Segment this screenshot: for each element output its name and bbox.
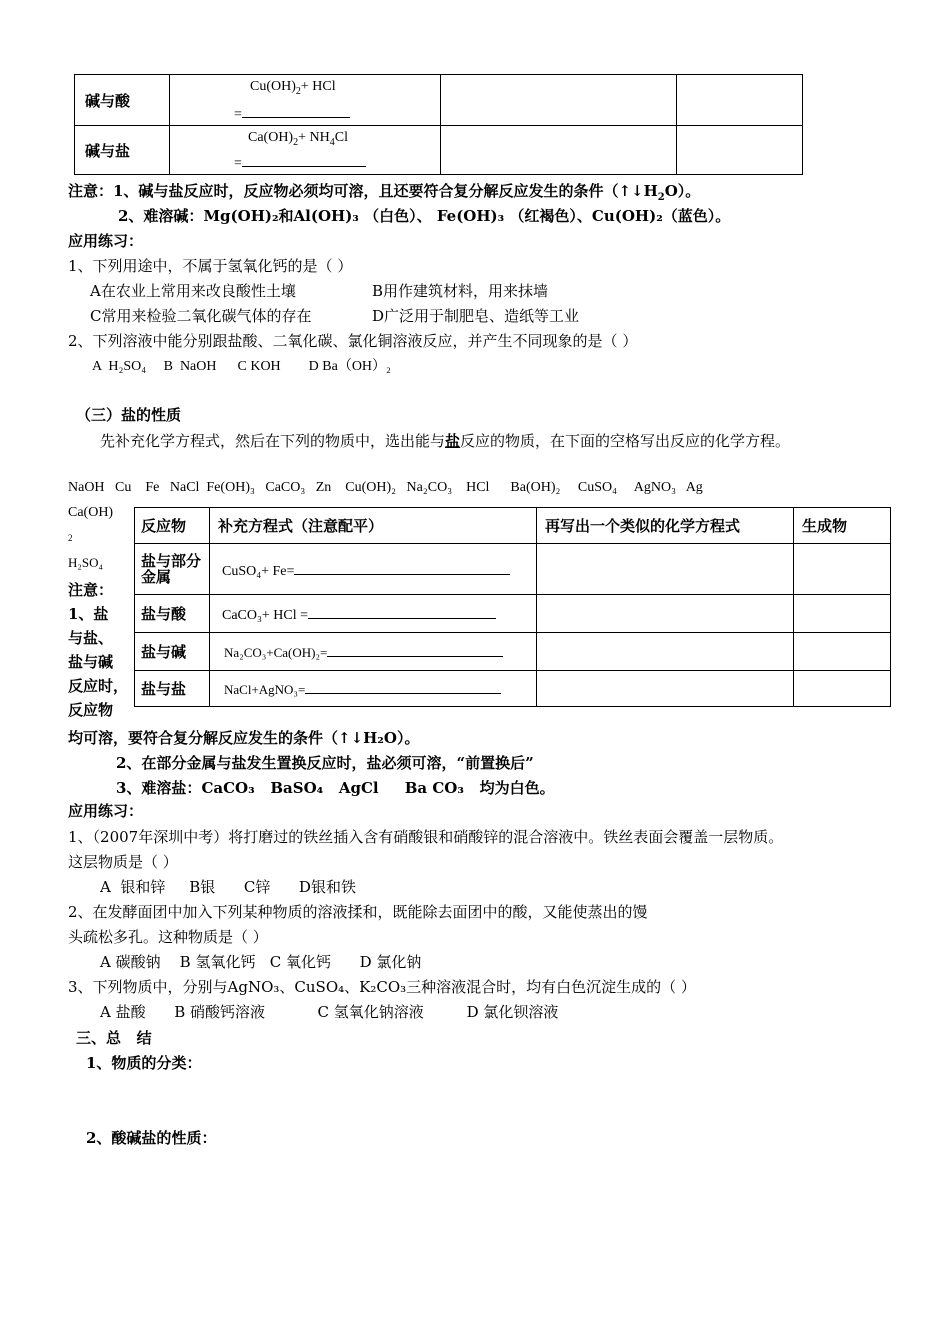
row-label-base-acid xyxy=(75,75,170,126)
answer-line[interactable] xyxy=(242,103,350,118)
note-side-line: 反应时， xyxy=(68,677,129,695)
row-label-salt-base: 盐与碱 xyxy=(135,633,210,671)
base-reaction-table xyxy=(74,74,803,175)
equation-cell xyxy=(210,544,537,595)
option-d[interactable]: D广泛用于制肥皂、造纸等工业 xyxy=(372,307,580,325)
summary-item-2: 2、酸碱盐的性质： xyxy=(86,1129,217,1147)
equation-blank[interactable] xyxy=(234,152,366,172)
eq-part: Cl xyxy=(334,130,348,145)
option-b[interactable]: B用作建筑材料，用来抹墙 xyxy=(372,282,549,300)
section-title: （三）盐的性质 xyxy=(76,406,182,424)
equation-blank[interactable] xyxy=(234,103,350,123)
note2-side xyxy=(68,578,128,722)
practice2-q3-options[interactable]: A 盐酸 B 硝酸钙溶液 C 氢氧化钠溶液 D 氯化钡溶液 xyxy=(100,1003,559,1021)
eq-sub: 4 xyxy=(329,136,335,148)
row-label-salt-acid: 盐与酸 xyxy=(135,595,210,633)
empty-cell[interactable] xyxy=(794,544,891,595)
intro-text: 先补充化学方程式，然后在下列的物质中，选出能与 xyxy=(100,432,446,450)
equation-cell xyxy=(210,595,537,633)
question-2-options[interactable]: A H₂SO₄ B NaOH C KOH D Ba（OH）₂ xyxy=(92,359,391,374)
note-sub: 2 xyxy=(657,192,665,203)
note-line-1 xyxy=(68,180,700,203)
eq-part: Cu(OH) xyxy=(250,79,296,94)
empty-cell[interactable] xyxy=(537,544,794,595)
eq-part: + HCl xyxy=(300,79,336,94)
empty-cell[interactable] xyxy=(441,126,677,175)
row-label-salt-salt: 盐与盐 xyxy=(135,671,210,707)
empty-cell[interactable] xyxy=(441,75,677,126)
practice2-q2: 2、在发酵面团中加入下列某种物质的溶液揉和，既能除去面团中的酸，又能使蒸出的馒 xyxy=(68,903,648,921)
practice2-q3: 3、下列物质中，分别与AgNO₃、CuSO₄、K₂CO₃三种溶液混合时，均有白色沉淀生成的（ ） xyxy=(68,978,696,996)
header-reactant: 反应物 xyxy=(135,508,210,544)
substance-ca-oh: Ca(OH) xyxy=(68,505,114,520)
intro-text: 反应的物质，在下面的空格写出反应的化学方程。 xyxy=(460,432,791,450)
substance-h2so4: H₂SO₄ xyxy=(68,555,104,570)
practice2-q2-line2: 头疏松多孔。这种物质是（ ） xyxy=(68,928,268,946)
summary-title: 三、总 结 xyxy=(76,1029,152,1047)
equation-cell xyxy=(210,633,537,671)
note-text: 注意：1、碱与盐反应时，反应物必须均可溶，且还要符合复分解反应发生的条件（↑↓H xyxy=(68,182,658,200)
empty-cell[interactable] xyxy=(794,595,891,633)
eq-text: CaCO₃+ HCl = xyxy=(222,608,309,623)
substance-list: NaOH Cu Fe NaCl Fe(OH)₃ CaCO₃ Zn Cu(OH)₂ Na₂CO₃ HCl Ba(OH)₂ CuSO₄ AgNO₃ Ag xyxy=(68,480,703,495)
equation-text xyxy=(248,130,348,148)
eq-text: NaCl+AgNO₃= xyxy=(224,682,306,697)
eq-sub: 2 xyxy=(295,85,301,97)
answer-line[interactable] xyxy=(242,152,366,167)
note-side-line: 与盐、 xyxy=(68,629,114,647)
note2-line-1: 均可溶，要符合复分解反应发生的条件（↑↓H₂O）。 xyxy=(68,729,420,747)
eq-text: Na₂CO₃+Ca(OH)₂= xyxy=(224,645,328,660)
answer-line[interactable] xyxy=(308,603,496,619)
question-1: 1、下列用途中，不属于氢氧化钙的是（ ） xyxy=(68,257,353,275)
empty-cell[interactable] xyxy=(794,633,891,671)
label-text: 碱与酸 xyxy=(85,91,131,110)
practice2-title: 应用练习： xyxy=(68,802,144,820)
option-a[interactable]: A在农业上常用来改良酸性土壤 xyxy=(90,282,296,300)
note-side-line: 注意： xyxy=(68,581,114,599)
note2-line-2: 2、在部分金属与盐发生置换反应时，盐必须可溶，“前置换后” xyxy=(116,754,534,772)
empty-cell[interactable] xyxy=(537,633,794,671)
label-text: 碱与盐 xyxy=(85,141,131,160)
practice2-q1-options[interactable]: A 银和锌 B银 C锌 D银和铁 xyxy=(100,878,356,896)
eq-part: Ca(OH) xyxy=(248,130,294,145)
equation-text xyxy=(250,79,336,97)
equation-cell xyxy=(170,126,441,175)
header-similar-equation: 再写出一个类似的化学方程式 xyxy=(537,508,794,544)
note-line-2: 2、难溶碱：Mg(OH)₂和Al(OH)₃ （白色）、 Fe(OH)₃ （红褐色）、Cu(OH)₂（蓝色）。 xyxy=(118,207,731,225)
eq-sign: = xyxy=(234,156,242,171)
row-label-salt-metal: 盐与部分金属 xyxy=(135,544,210,595)
note-side-line: 反应物 xyxy=(68,701,114,719)
intro-underline: 盐 xyxy=(445,432,461,450)
eq-text: CuSO₄+ Fe= xyxy=(222,563,295,579)
note-side-line: 1、盐 xyxy=(68,605,109,623)
header-equation: 补充方程式（注意配平） xyxy=(210,508,537,544)
header-product: 生成物 xyxy=(794,508,891,544)
row-label-base-salt xyxy=(75,126,170,175)
section-intro xyxy=(100,430,790,451)
equation-cell xyxy=(210,671,537,707)
substance-ca-sub: 2 xyxy=(68,533,73,543)
empty-cell[interactable] xyxy=(677,126,803,175)
note-text: O）。 xyxy=(664,182,701,200)
eq-part: + NH xyxy=(298,130,330,145)
note2-line-3: 3、难溶盐：CaCO₃ BaSO₄ AgCl Ba CO₃ 均为白色。 xyxy=(116,779,555,797)
empty-cell[interactable] xyxy=(537,671,794,707)
equation-cell xyxy=(170,75,441,126)
option-c[interactable]: C常用来检验二氧化碳气体的存在 xyxy=(90,307,312,325)
eq-sub: 2 xyxy=(293,136,299,148)
empty-cell[interactable] xyxy=(677,75,803,126)
summary-item-1: 1、物质的分类： xyxy=(86,1054,202,1072)
question-2: 2、下列溶液中能分别跟盐酸、二氧化碳、氯化铜溶液反应，并产生不同现象的是（ ） xyxy=(68,332,638,350)
salt-reaction-table xyxy=(134,507,891,707)
practice-title: 应用练习： xyxy=(68,232,144,250)
answer-line[interactable] xyxy=(294,559,510,575)
answer-line[interactable] xyxy=(305,678,501,694)
practice2-q2-options[interactable]: A 碳酸钠 B 氢氧化钙 C 氧化钙 D 氯化钠 xyxy=(100,953,422,971)
practice2-q1-line2: 这层物质是（ ） xyxy=(68,853,178,871)
practice2-q1: 1、（2007年深圳中考）将打磨过的铁丝插入含有硝酸银和硝酸锌的混合溶液中。铁丝表面会覆盖一层物质。 xyxy=(68,828,784,846)
empty-cell[interactable] xyxy=(794,671,891,707)
note-side-line: 盐与碱 xyxy=(68,653,114,671)
eq-sign: = xyxy=(234,107,242,122)
answer-line[interactable] xyxy=(327,641,503,657)
empty-cell[interactable] xyxy=(537,595,794,633)
